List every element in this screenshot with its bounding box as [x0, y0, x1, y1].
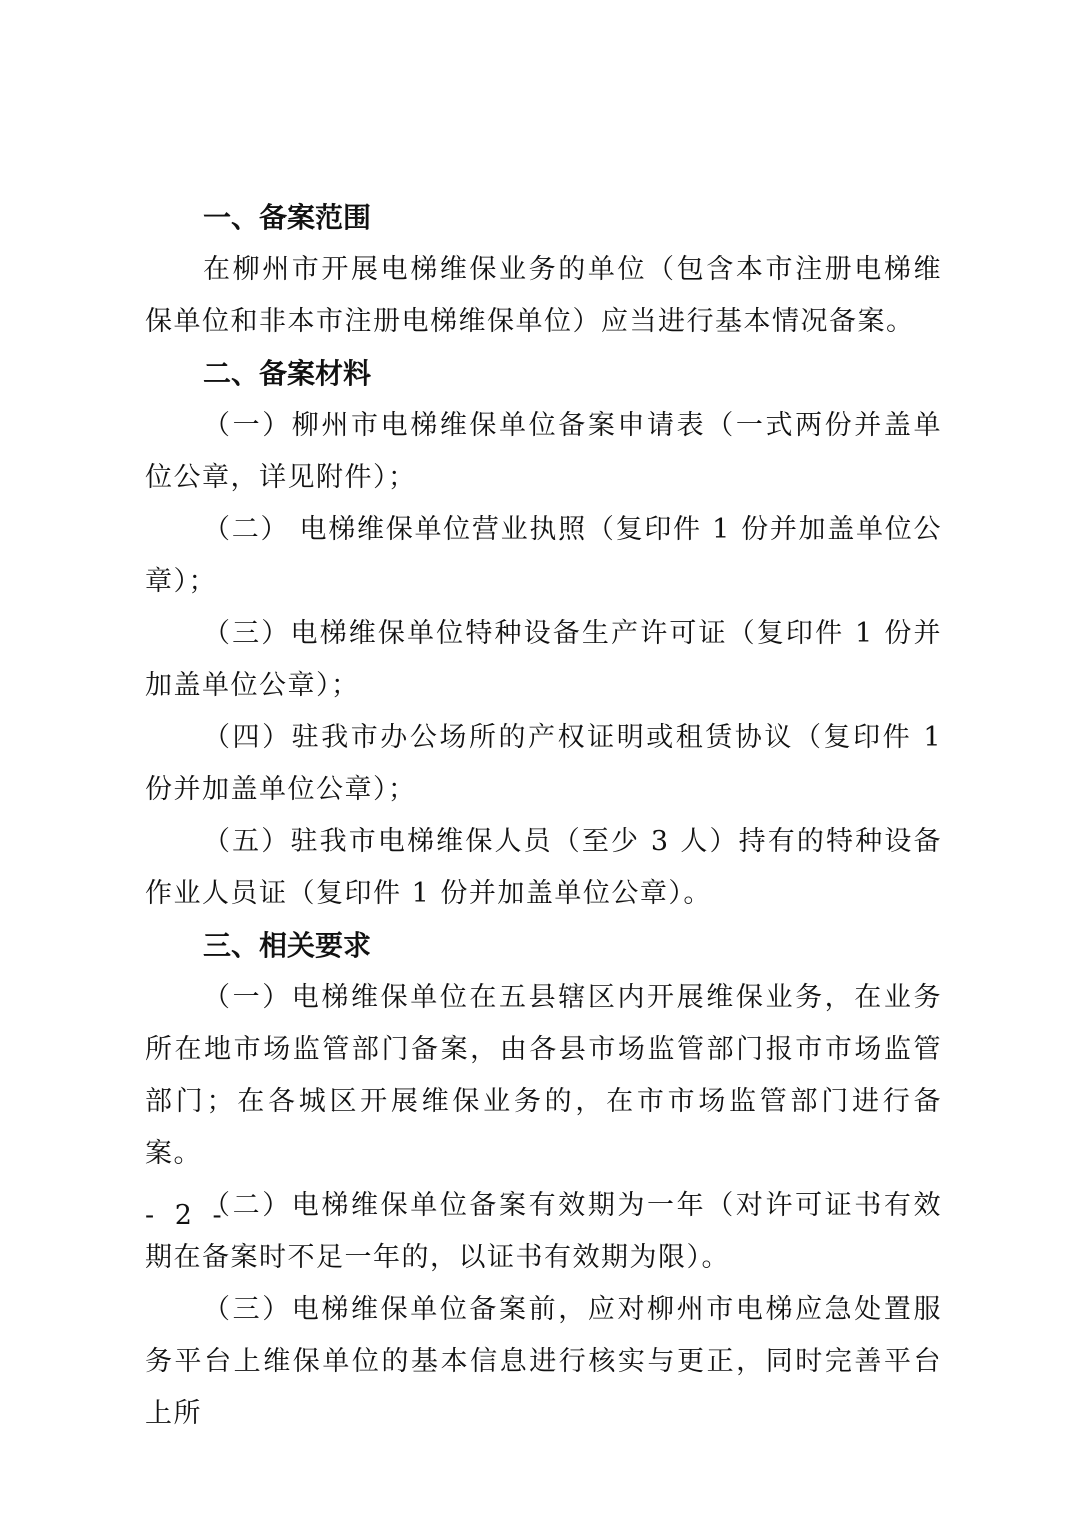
section-heading-materials: 二、备案材料	[203, 357, 372, 390]
materials-item-2: （二） 电梯维保单位营业执照（复印件 1 份并加盖单位公章）；	[145, 514, 942, 597]
requirements-item-3: （三）电梯维保单位备案前，应对柳州市电梯应急处置服务平台上维保单位的基本信息进行核实与更正，同时完善平台上所	[145, 1294, 942, 1429]
section-heading-scope: 一、备案范围	[203, 201, 372, 234]
scope-paragraph: 在柳州市开展电梯维保业务的单位（包含本市注册电梯维保单位和非本市注册电梯维保单位）应当进行基本情况备案。	[145, 254, 942, 337]
materials-item-3: （三）电梯维保单位特种设备生产许可证（复印件 1 份并加盖单位公章）；	[145, 618, 942, 701]
materials-item-5: （五）驻我市电梯维保人员（至少 3 人）持有的特种设备作业人员证（复印件 1 份并加盖单位公章）。	[145, 826, 942, 909]
materials-item-4: （四）驻我市办公场所的产权证明或租赁协议（复印件 1 份并加盖单位公章）；	[145, 722, 942, 805]
section-heading-requirements: 三、相关要求	[203, 929, 372, 962]
page-number: - 2 -	[145, 1200, 228, 1231]
document-body	[145, 192, 942, 1440]
materials-item-1: （一）柳州市电梯维保单位备案申请表（一式两份并盖单位公章，详见附件）；	[145, 410, 942, 493]
requirements-item-1: （一）电梯维保单位在五县辖区内开展维保业务，在业务所在地市场监管部门备案，由各县市场监管部门报市市场监管部门；在各城区开展维保业务的，在市市场监管部门进行备案。	[145, 982, 942, 1169]
requirements-item-2: （二）电梯维保单位备案有效期为一年（对许可证书有效期在备案时不足一年的，以证书有效期为限）。	[145, 1190, 942, 1273]
